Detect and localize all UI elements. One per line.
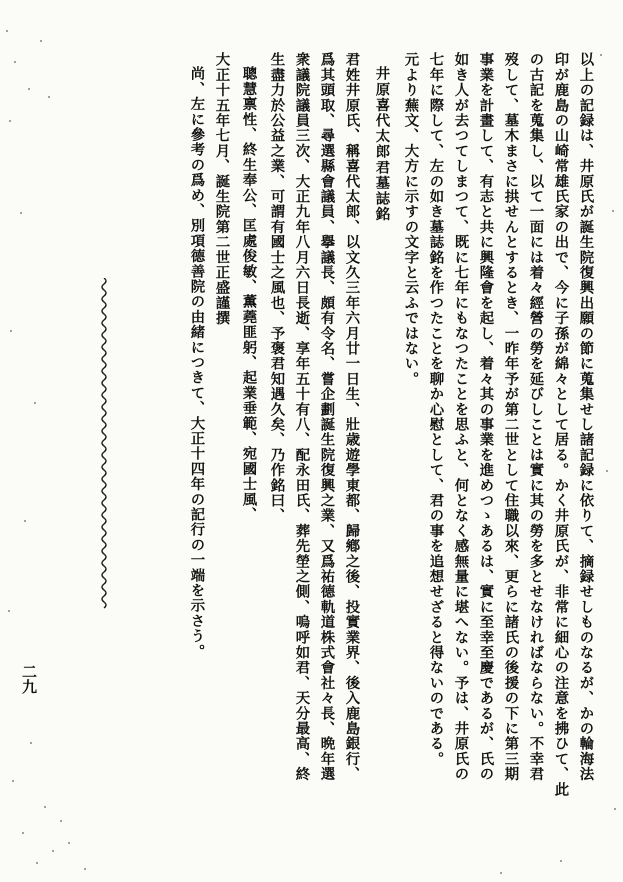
text-column: 歿して、墓木まさに拱せんとするとき、一昨年予が第二世として住職以來、更らに諸氏の後援の下に第三期 (502, 52, 520, 782)
epitaph-verse: 聰慧禀性、終生奉公、匡處俊敏、薫蕘匪躬、起業垂範、宛國士風、 (240, 66, 258, 522)
epitaph-column: 生盡力於公益之業、可謂有國士之風也、予褒君知遇久矣、乃作銘曰、 (268, 52, 286, 524)
text-column: 以上の記録は、井原氏が誕生院復興出願の節に蒐集せし諸記録に依りて、摘録せしものなるが、かの輪海法 (577, 52, 595, 782)
epitaph-title: 井原喜代太郎君墓誌銘 (373, 66, 391, 222)
text-column: 印が鹿島の山崎常雄氏家の出で、今に子孫が綿々として居る。かく井原氏が、非常に細心の注意を拂ひて、此 (552, 52, 570, 797)
epitaph-column: 衆議院議員三次、大正九年八月六日長逝、享年五十有八、配永田氏、葬先塋之側、嗚呼如君、天分最高、終 (293, 52, 311, 782)
text-column: 七年に際して、左の如き墓誌銘を作つたことを聊か心慰として、君の事を追想せざると得ないのである。 (427, 52, 445, 767)
text-column: 元より蕪文、大方に示すの文字と云ふではない。 (402, 52, 420, 387)
epitaph-column: 爲其頭取、尋選縣會議員、擧議長、頗有令名、嘗企劃誕生院復興之業、又爲祐德軌道株式會社々長、晩年選 (318, 52, 336, 782)
text-column: 如き人が去つてしまつて、既に七年にもなつたことを思ふと、何となく感無量に堪へない。予は、井原氏の (452, 52, 470, 782)
wavy-separator (96, 278, 112, 612)
epitaph-column: 君姓井原氏、稱喜代太郎、以文久三年六月廿一日生、壯歳遊學東都、歸鄕之後、投實業界、後入鹿島銀行、 (343, 52, 361, 782)
epitaph-signature: 大正十五年七月、誕生院第二世正盛謹撰 (213, 52, 231, 326)
text-column: 事業を計畫して、有志と共に興隆會を起し、着々其の事業を進めつゝあるは、實に至幸至慶であるが、氏の (477, 52, 495, 782)
text-column: 尚、左に參考の爲め、別項德善院の由緒につきて、大正十四年の記行の一端を示さう。 (188, 66, 206, 659)
page-number: 二九 (20, 664, 38, 694)
text-column: の古記を蒐集し、以て一面には着々經營の勞を延びしことは實に其の勞を多とせなければならない。不幸君 (527, 52, 545, 782)
